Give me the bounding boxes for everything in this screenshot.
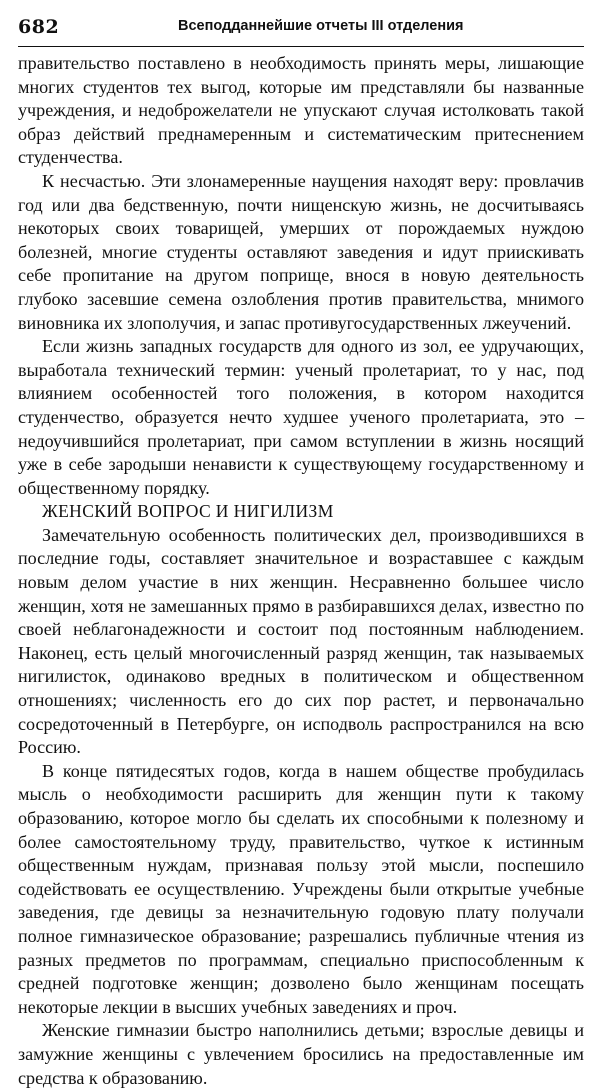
paragraph: Если жизнь западных государств для одного из зол, ее удручающих, выработала технический термин: ученый пролетариат, то у нас, под влиянием особенностей того положения, в котором находится студенчество, образуется нечто худшее ученого пролетариата, это – недоучившийся пролетариат, при самом вступлении в жизнь носящий уже в себе зародыши ненависти к существующему государственному и общественному порядку.: [18, 336, 584, 498]
paragraph: Женские гимназии быстро наполнились детьми; взрослые девицы и замужние женщины с увлечением бросились на предоставленные им средства к образованию.: [18, 1020, 584, 1088]
paragraph: Замечательную особенность политических дел, производившихся в последние годы, составляет значительное и возраставшее с каждым новым делом участие в них женщин. Несравненно большее число женщин, хотя не замешанных прямо в разбиравшихся делах, известно по своей неблагонадежности и состоит под постоянным наблюдением. Наконец, есть целый многочисленный разряд женщин, так называемых нигилисток, одинаково вредных в политическом и общественном отношениях; численность его до сих пор растет, и первоначально сосредоточенный в Петербурге, он исподволь распространился на всю Россию.: [18, 524, 584, 758]
paragraph: К несчастью. Эти злонамеренные наущения находят веру: провлачив год или два бедственную, почти нищенскую жизнь, не досчитываясь некоторых своих товарищей, умерших от порождаемых нуждою болезней, многие студенты оставляют заведения и идут приискивать себе пропитание на другом поприще, внося в новую деятельность глубоко засевшие семена озлобления против правительства, мнимого виновника их злополучия, и запас противугосударственных лжеучений.: [18, 170, 584, 333]
running-title: Всеподданнейшие отчеты III отделения: [178, 18, 464, 34]
body-text: [18, 52, 584, 1090]
paragraph: В конце пятидесятых годов, когда в нашем обществе пробудилась мысль о необходимости расширить для женщин пути к такому образованию, которое могло бы сделать их способными к полезному и более самостоятельному труду, правительство, чуткое к истинным общественным нуждам, признавая пользу этой мысли, поспешило содействовать ее осуществлению. Учреждены были открытые учебные заведения, где девицы за незначительную годовую плату получали полное гимназическое образование; разрешались публичные чтения из разных предметов по программам, специально приспособленным к средней подготовке женщин; дозволено было женщинам посещать некоторые лекции в высших учебных заведениях и проч.: [18, 760, 584, 1017]
running-head: [18, 14, 584, 47]
page-number: 682: [18, 16, 60, 38]
section-heading: ЖЕНСКИЙ ВОПРОС И НИГИЛИЗМ: [42, 501, 334, 522]
paragraph-continuation: правительство поставлено в необходимость принять меры, лишающие многих студентов тех выгод, которые им представляли бы названные учреждения, и недоброжелатели не упускают случая истолковать такой образ действий преднамеренным и систематическим притеснением студенчества.: [18, 53, 584, 168]
